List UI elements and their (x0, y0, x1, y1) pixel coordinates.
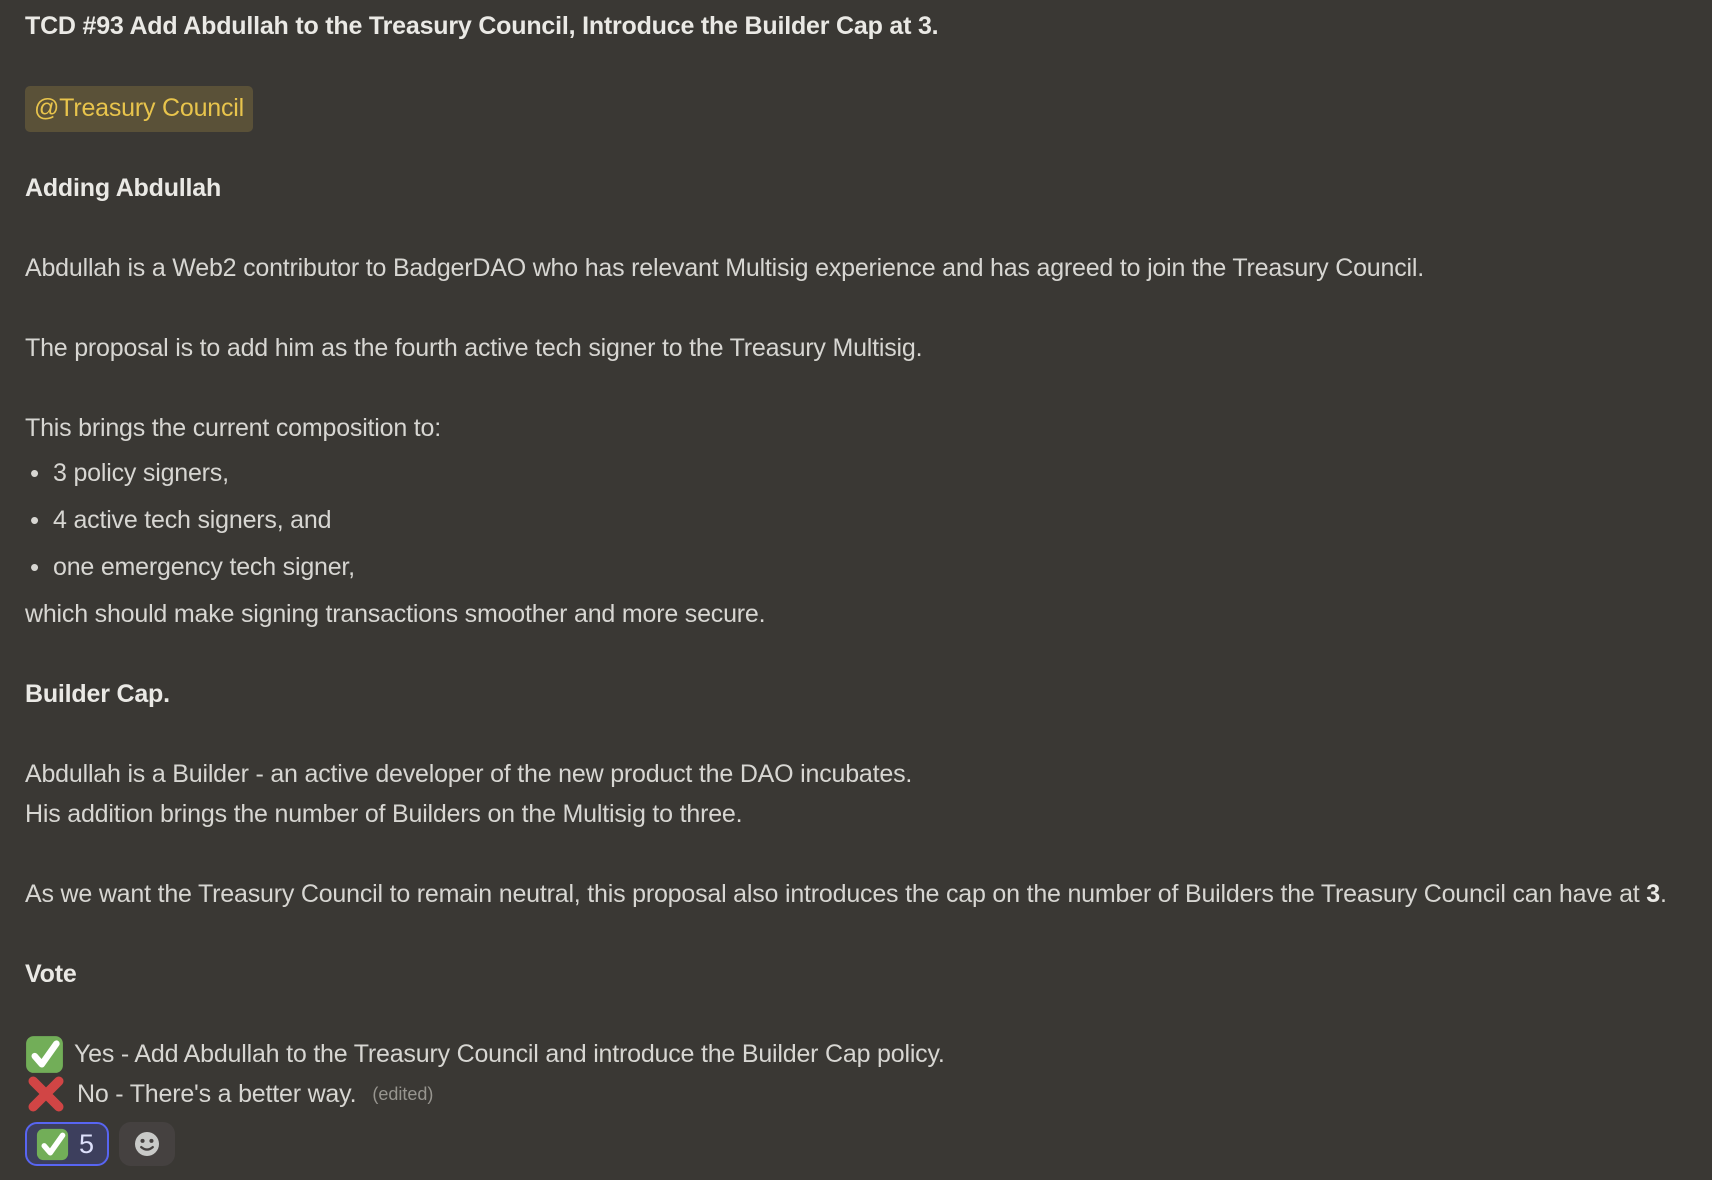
message-title: TCD #93 Add Abdullah to the Treasury Council, Introduce the Builder Cap at 3. (25, 12, 939, 40)
vote-yes-text: Yes - Add Abdullah to the Treasury Council and introduce the Builder Cap policy. (74, 1040, 945, 1068)
smiley-icon (131, 1128, 163, 1160)
vote-option-no (25, 1074, 1692, 1114)
add-reaction-button[interactable] (119, 1122, 175, 1166)
section-heading-adding-abdullah: Adding Abdullah (25, 174, 222, 202)
reaction-count: 5 (79, 1128, 95, 1159)
white-check-mark-emoji (25, 1035, 64, 1074)
edited-label: (edited) (372, 1084, 434, 1104)
vote-no-text: No - There's a better way. (77, 1080, 357, 1108)
list-item-emergency-tech-signer: • one emergency tech signer, (25, 547, 1692, 587)
paragraph-composition: This brings the current composition to: (25, 414, 442, 442)
builder-line-1: Abdullah is a Builder - an active developer of the new product the DAO incubates. (25, 760, 913, 788)
paragraph-proposal: The proposal is to add him as the fourth active tech signer to the Treasury Multisig. (25, 334, 923, 362)
paragraph-cap (25, 874, 1692, 914)
mention-row (25, 86, 1692, 132)
paragraph-builder (25, 754, 1692, 834)
paragraph-outcome: which should make signing transactions smoother and more secure. (25, 600, 766, 628)
section-heading-builder-cap: Builder Cap. (25, 680, 170, 708)
vote-heading: Vote (25, 960, 77, 988)
treasury-council-mention[interactable]: @Treasury Council (25, 86, 253, 132)
check-reaction-button[interactable] (25, 1122, 109, 1166)
cap-sentence-prefix: As we want the Treasury Council to remain neutral, this proposal also introduces the cap on the number of Builders the Treasury Council can have at (25, 880, 1647, 908)
reactions-row (25, 1122, 1692, 1166)
white-check-mark-emoji (36, 1128, 69, 1161)
builder-line-2: His addition brings the number of Builders on the Multisig to three. (25, 800, 743, 828)
paragraph-intro: Abdullah is a Web2 contributor to BadgerDAO who has relevant Multisig experience and has agreed to join the Treasury Council. (25, 254, 1424, 282)
cap-sentence-suffix: . (1660, 880, 1667, 908)
list-item-active-tech-signers: • 4 active tech signers, and (25, 500, 1692, 540)
vote-option-yes (25, 1034, 1692, 1074)
list-item-policy-signers: • 3 policy signers, (25, 453, 1692, 493)
cross-mark-emoji (25, 1073, 67, 1115)
cap-value: 3 (1646, 880, 1660, 908)
composition-list (25, 453, 1692, 587)
